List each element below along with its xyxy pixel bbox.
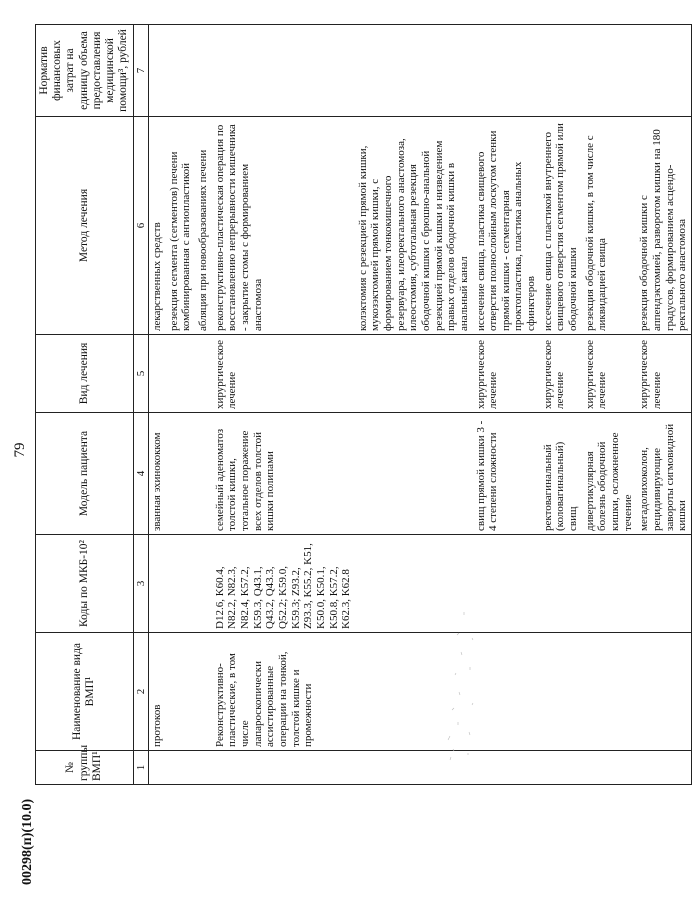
cell-icd (636, 535, 691, 633)
cell-icd (473, 535, 540, 633)
cell-treatment-type: хирургическое лечение (582, 335, 637, 413)
cell-patient-model: мегадолихоколон, рецидивирующие завороты сигмовидной кишки (636, 413, 691, 535)
cell-patient-model (195, 413, 212, 535)
column-number-row (133, 25, 149, 785)
cell-treatment-type: хирургическое лечение (636, 335, 691, 413)
cell-patient-model: званная эхинококком (149, 413, 166, 535)
cell-icd (540, 535, 582, 633)
cell-icd: D12.6, K60.4, N82.2, N82.3, N82.4, K57.2, K59.3, Q43.1, Q43.2, Q43.3, Q52.2; K59.0, K59.3; Z93.2, Z93.3, K55.2, K51, K50.0, K50.1, K50.8, K57.2, K62.3, K62.8 (212, 535, 355, 633)
column-number: 4 (133, 413, 149, 535)
cell-patient-model: ректовагинальный (коловагинальный) свищ (540, 413, 582, 535)
cell-icd (166, 535, 195, 633)
cell-vmp-name: протоков (149, 633, 166, 751)
vmp-table (35, 24, 692, 785)
cell-method: иссечение свища, пластика свищевого отверстия полнослойным лоскутом стенки прямой кишки - сегментарная проктопластика, пластика анальных сфинктеров (473, 117, 540, 335)
header-cost-norm: Норматив финансовых затрат на единицу объема предоставления медицинской помощи³, рублей (36, 25, 134, 117)
header-group-number: № группы ВМП¹ (36, 751, 134, 785)
cell-patient-model: семейный аденоматоз толстой кишки, тотальное поражение всех отделов толстой кишки полипами (212, 413, 355, 535)
cell-method: иссечение свища с пластикой внутреннего свищевого отверстия сегментом прямой или ободочной кишки (540, 117, 582, 335)
cell-patient-model (166, 413, 195, 535)
cell-treatment-type: хирургическое лечение (212, 335, 355, 413)
cell-group (473, 751, 540, 785)
cell-vmp-name (195, 633, 212, 751)
table-row (636, 25, 691, 785)
header-row (36, 25, 134, 785)
cell-patient-model (355, 413, 473, 535)
table-row (582, 25, 637, 785)
cell-group (166, 751, 195, 785)
header-treatment-type: Вид лечения (36, 335, 134, 413)
column-number: 3 (133, 535, 149, 633)
cell-vmp-name (636, 633, 691, 751)
cell-group (540, 751, 582, 785)
cell-cost (582, 25, 637, 117)
cell-treatment-type (355, 335, 473, 413)
column-number: 6 (133, 117, 149, 335)
column-number: 5 (133, 335, 149, 413)
cell-treatment-type: хирургическое лечение (473, 335, 540, 413)
cell-patient-model: дивертикулярная болезнь ободочной кишки, осложненное течение (582, 413, 637, 535)
table-row (195, 25, 212, 785)
cell-method: абляция при новообразованиях печени (195, 117, 212, 335)
cell-patient-model: свищ прямой кишки 3 - 4 степени сложности (473, 413, 540, 535)
cell-cost (149, 25, 166, 117)
page-number: 79 (12, 442, 28, 458)
cell-group (195, 751, 212, 785)
cell-treatment-type: хирургическое лечение (540, 335, 582, 413)
cell-group (582, 751, 637, 785)
header-treatment-method: Метод лечения (36, 117, 134, 335)
cell-vmp-name (582, 633, 637, 751)
cell-method: колэктомия с резекцией прямой кишки, мукозэктомией прямой кишки, с формированием тонкокишечного резервуара, илеоректального анастомоза, илеостомия, субтотальная резекция ободочной кишки с брюшно-анальной резекцией прямой кишки и низведением правых отделов ободочной кишки в анальный канал (355, 117, 473, 335)
table-row (473, 25, 540, 785)
cell-method: лекарственных средств (149, 117, 166, 335)
cell-method: резекция ободочной кишки с аппендэктомией, разворотом кишки на 180 градусов, формированием асцендо-ректального анастомоза (636, 117, 691, 335)
column-number: 2 (133, 633, 149, 751)
cell-treatment-type (195, 335, 212, 413)
cell-group (636, 751, 691, 785)
cell-method: резекция сегмента (сегментов) печени комбинированная с ангиопластикой (166, 117, 195, 335)
table-row (540, 25, 582, 785)
cell-method: реконструктивно-пластическая операция по восстановлению непрерывности кишечника - закрытие стомы с формированием анастомоза (212, 117, 355, 335)
cell-cost (166, 25, 195, 117)
cell-icd (149, 535, 166, 633)
header-patient-model: Модель пациента (36, 413, 134, 535)
cell-cost (473, 25, 540, 117)
document-code: 00298(п)(10.0) (20, 798, 35, 885)
cell-vmp-name (166, 633, 195, 751)
table-row (149, 25, 166, 785)
cell-vmp-name (540, 633, 582, 751)
column-number: 1 (133, 751, 149, 785)
cell-vmp-name (473, 633, 540, 751)
header-icd-codes: Коды по МКБ-10² (36, 535, 134, 633)
cell-cost (540, 25, 582, 117)
column-number: 7 (133, 25, 149, 117)
cell-cost (636, 25, 691, 117)
cell-group (212, 751, 355, 785)
table-row (166, 25, 195, 785)
table-row (212, 25, 355, 785)
cell-treatment-type (149, 335, 166, 413)
cell-cost (195, 25, 212, 117)
cell-treatment-type (166, 335, 195, 413)
cell-icd (582, 535, 637, 633)
cell-vmp-name: Реконструктивно-пластические, в том числе лапароскопически ассистированные операции на тонкой, толстой кишке и промежности (212, 633, 355, 751)
header-vmp-name: Наименование вида ВМП¹ (36, 633, 134, 751)
cell-group (149, 751, 166, 785)
cell-icd (195, 535, 212, 633)
scan-noise-marks (440, 605, 480, 765)
cell-cost (212, 25, 355, 117)
cell-method: резекция ободочной кишки, в том числе с ликвидацией свища (582, 117, 637, 335)
cell-cost (355, 25, 473, 117)
